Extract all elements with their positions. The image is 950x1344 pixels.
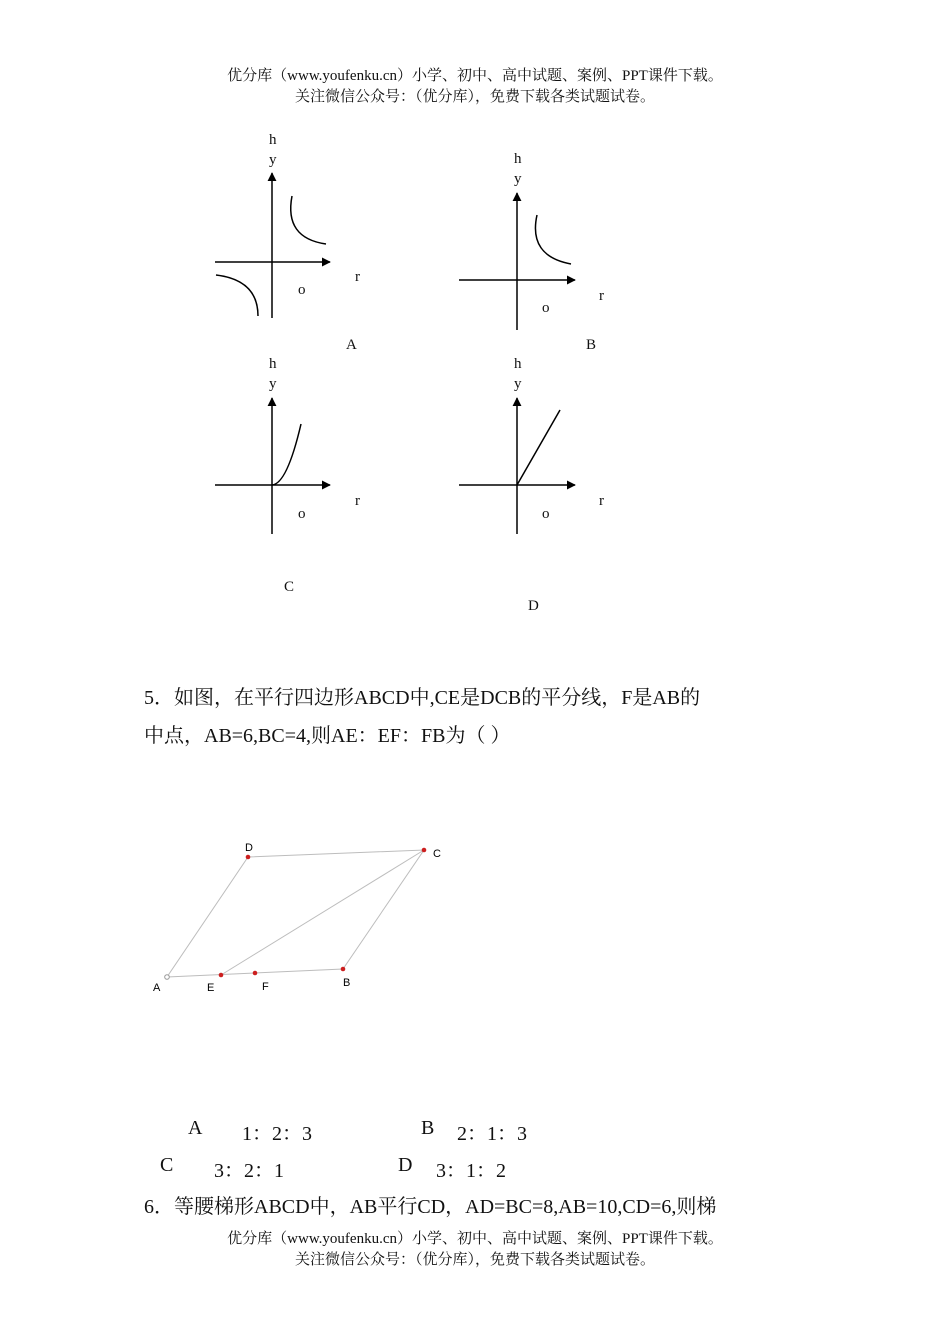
point-d-marker [246,855,251,860]
point-b-label: B [343,977,351,989]
graph-c [215,398,330,534]
page-footer [0,1229,950,1271]
graph-d [459,398,575,534]
question-5-line-2: 中点，AB=6,BC=4,则AE：EF：FB为（ ） [144,725,511,747]
graph-c-label-y: y [269,376,277,392]
graph-d-label-o: o [542,506,550,522]
graph-c-label-h: h [269,356,277,372]
option-c-text: 3：2：1 [214,1160,284,1182]
point-b-marker [341,967,346,972]
graph-a-label-h: h [269,132,277,148]
point-a-marker [165,975,170,980]
option-d-text: 3：1：2 [436,1160,506,1182]
header-line-2: 关注微信公众号：（优分库），免费下载各类试题试卷。 [294,89,655,105]
graph-d-label-y: y [514,376,522,392]
question-5-line-1: 5．如图，在平行四边形ABCD中,CE是DCB的平分线，F是AB的 [144,687,701,709]
graph-a [215,173,330,318]
graph-a-curve-lower [216,275,258,316]
point-f-label: F [262,981,269,993]
option-b-letter: B [421,1117,435,1139]
graph-b [459,193,575,330]
graph-c-option: C [284,579,295,595]
option-a-text: 1：2：3 [242,1123,312,1145]
segment-ce [221,850,424,975]
option-a-letter: A [188,1117,203,1139]
graph-a-label-o: o [298,282,306,298]
graph-b-option: B [586,337,597,353]
graph-a-label-y: y [269,152,277,168]
option-d-letter: D [398,1154,413,1176]
point-f-marker [253,971,258,976]
graph-d-line [517,410,560,485]
graph-c-curve [272,424,301,485]
option-c-letter: C [160,1154,174,1176]
footer-line-1: 优分库（www.youfenku.cn）小学、初中、高中试题、案例、PPT课件下载。 [227,1231,723,1247]
footer-line-2: 关注微信公众号：（优分库），免费下载各类试题试卷。 [294,1252,655,1268]
option-b-text: 2：1：3 [457,1123,527,1145]
graph-b-label-y: y [514,171,522,187]
point-e-label: E [207,982,215,994]
graph-a-curve-upper [291,196,326,244]
point-d-label: D [245,842,253,854]
graph-b-label-o: o [542,300,550,316]
parallelogram-abcd [167,850,424,977]
graph-a-option: A [346,337,357,353]
parallelogram-figure [153,842,441,994]
point-e-marker [219,973,224,978]
point-a-label: A [153,982,161,994]
graph-d-option: D [528,598,539,614]
graph-b-label-h: h [514,151,522,167]
point-c-marker [422,848,427,853]
header-line-1: 优分库（www.youfenku.cn）小学、初中、高中试题、案例、PPT课件下载。 [227,68,723,84]
graph-d-label-r: r [599,493,604,509]
graph-d-label-h: h [514,356,522,372]
graph-c-label-o: o [298,506,306,522]
question-6-line-1: 6．等腰梯形ABCD中，AB平行CD，AD=BC=8,AB=10,CD=6,则梯 [144,1196,717,1218]
graph-a-label-r: r [355,269,360,285]
point-c-label: C [433,848,441,860]
graph-b-curve [535,215,571,264]
graph-b-label-r: r [599,288,604,304]
graph-c-label-r: r [355,493,360,509]
